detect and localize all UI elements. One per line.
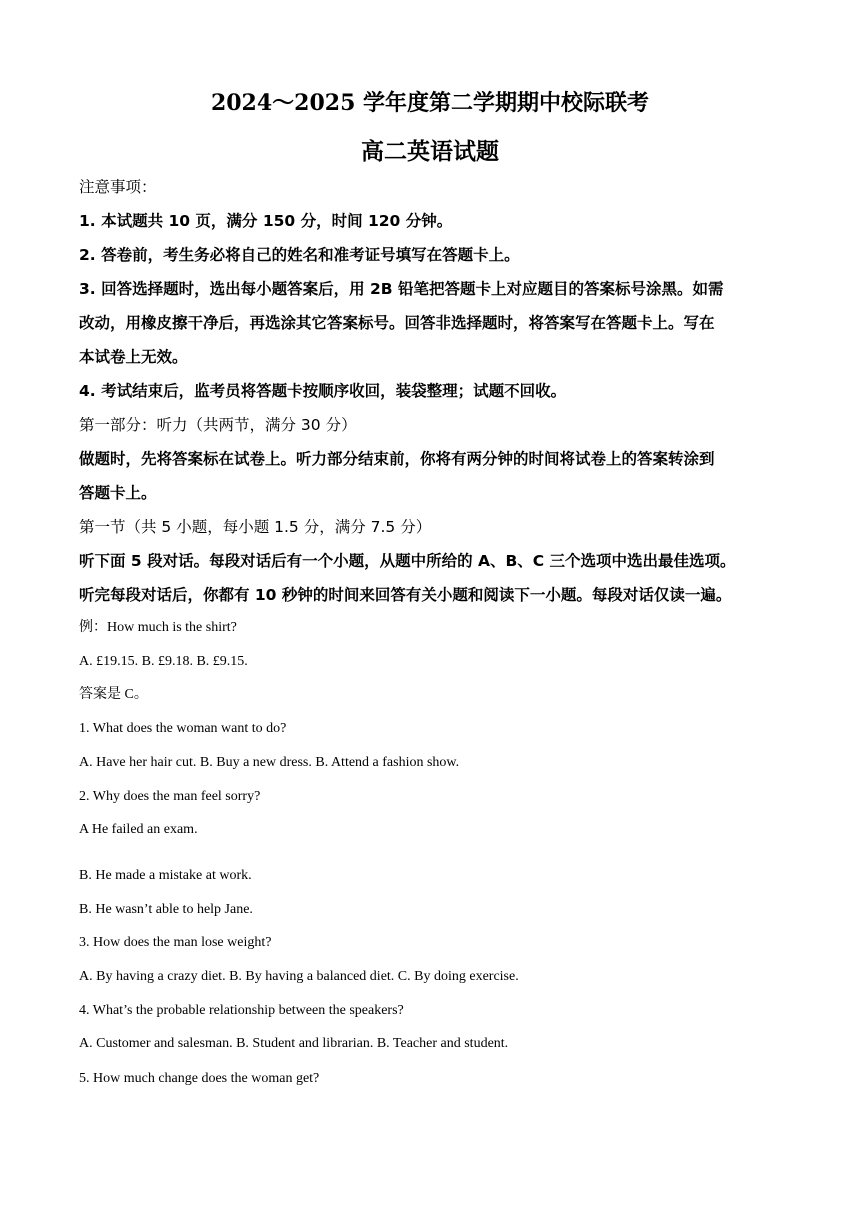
note-item-4: 4. 考试结束后，监考员将答题卡按顺序收回，装袋整理；试题不回收。 [79, 382, 567, 400]
example-options: A. £19.15. B. £9.18. B. £9.15. [79, 654, 248, 669]
question-2: 2. Why does the man feel sorry? [79, 789, 261, 804]
notes-heading: 注意事项： [79, 178, 157, 196]
note-item-3-line-1: 3. 回答选择题时，选出每小题答案后，用 2B 铅笔把答题卡上对应题目的答案标号涂黑。如需 [79, 280, 724, 298]
question-4: 4. What’s the probable relationship between the speakers? [79, 1003, 404, 1018]
section1-instruction-line-1: 听下面 5 段对话。每段对话后有一个小题，从题中所给的 A、B、C 三个选项中选出最佳选项。 [79, 552, 736, 570]
note-item-2: 2. 答卷前，考生务必将自己的姓名和准考证号填写在答题卡上。 [79, 246, 520, 264]
note-item-3-line-2: 改动，用橡皮擦干净后，再选涂其它答案标号。回答非选择题时，将答案写在答题卡上。写在 [79, 314, 715, 332]
question-1-options: A. Have her hair cut. B. Buy a new dress. B. Attend a fashion show. [79, 755, 460, 770]
question-1: 1. What does the woman want to do? [79, 721, 287, 736]
note-item-3-line-3: 本试卷上无效。 [79, 348, 188, 366]
example-question: 例：How much is the shirt? [79, 620, 237, 635]
question-2-option-b: B. He made a mistake at work. [79, 868, 252, 883]
section1-heading: 第一节（共 5 小题，每小题 1.5 分，满分 7.5 分） [79, 518, 432, 536]
question-3-options: A. By having a crazy diet. B. By having a balanced diet. C. By doing exercise. [79, 969, 519, 984]
note-item-1: 1. 本试题共 10 页，满分 150 分，时间 120 分钟。 [79, 212, 453, 230]
part1-instruction-line-2: 答题卡上。 [79, 484, 157, 502]
example-answer: 答案是 C。 [79, 687, 148, 702]
question-2-option-c: B. He wasn’t able to help Jane. [79, 902, 253, 917]
question-5: 5. How much change does the woman get? [79, 1071, 320, 1086]
part1-instruction-line-1: 做题时，先将答案标在试卷上。听力部分结束前，你将有两分钟的时间将试卷上的答案转涂到 [79, 450, 715, 468]
exam-subtitle: 高二英语试题 [361, 138, 499, 165]
section1-instruction-line-2: 听完每段对话后，你都有 10 秒钟的时间来回答有关小题和阅读下一小题。每段对话仅读一遍。 [79, 586, 732, 604]
part1-heading: 第一部分：听力（共两节，满分 30 分） [79, 416, 357, 434]
exam-title: 2024～2025 学年度第二学期期中校际联考 [210, 90, 650, 116]
question-3: 3. How does the man lose weight? [79, 935, 272, 950]
question-4-options: A. Customer and salesman. B. Student and librarian. B. Teacher and student. [79, 1036, 509, 1051]
question-2-option-a: A He failed an exam. [79, 822, 198, 837]
